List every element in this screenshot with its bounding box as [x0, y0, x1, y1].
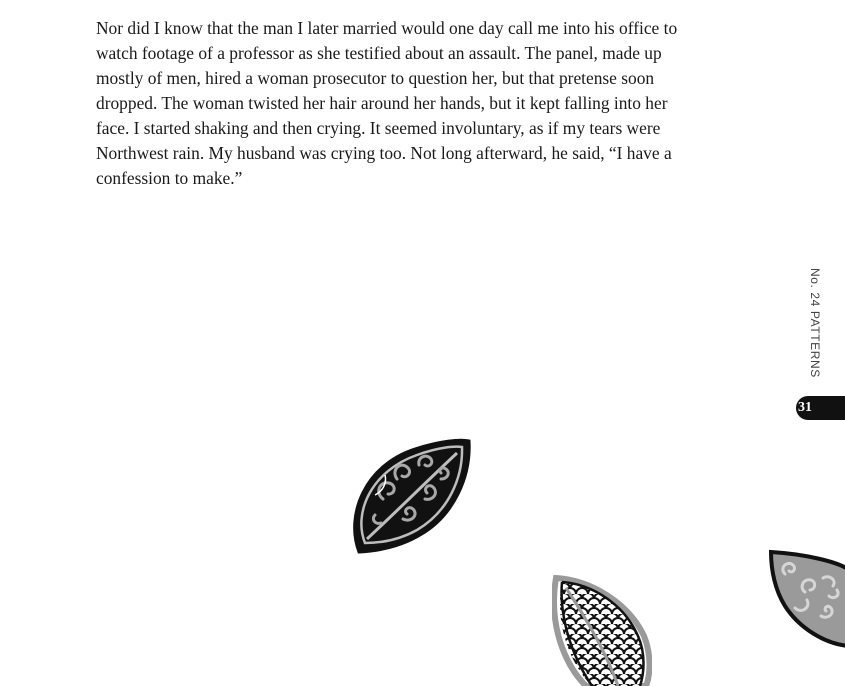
paragraph-line: Northwest rain. My husband was crying too. Not long afterward, he said, “I have a — [96, 143, 672, 163]
paragraph-line: watch footage of a professor as she testified about an assault. The panel, made up — [96, 43, 662, 63]
paragraph-line: face. I started shaking and then crying. It seemed involuntary, as if my tears were — [96, 118, 661, 138]
paragraph-line: Nor did I know that the man I later married would one day call me into his office to — [96, 18, 678, 38]
paragraph-line: confession to make.” — [96, 168, 243, 188]
leaf-illustration-black — [345, 435, 475, 557]
leaf-illustration-scales — [552, 574, 652, 686]
paragraph-line: dropped. The woman twisted her hair around her hands, but it kept falling into her — [96, 93, 668, 113]
paragraph-line: mostly of men, hired a woman prosecutor to question her, but that pretense soon — [96, 68, 655, 88]
body-paragraph — [96, 16, 716, 191]
leaf-illustration-gray — [765, 546, 845, 650]
running-head: No. 24 PATTERNS — [808, 268, 822, 378]
page-number: 31 — [798, 400, 812, 415]
